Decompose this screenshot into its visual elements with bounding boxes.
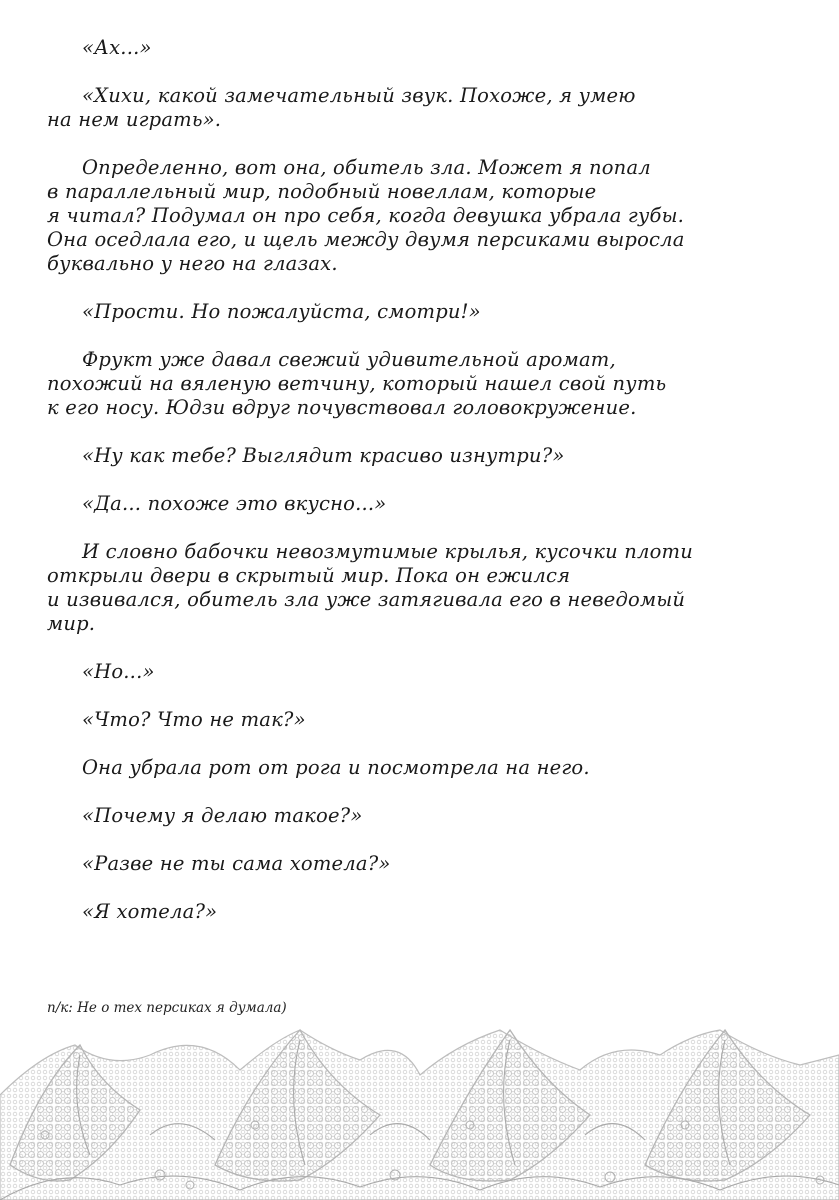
paragraph-line: на нем играть».	[47, 108, 222, 131]
paragraph-7	[47, 492, 807, 516]
paragraph-line: «Разве не ты сама хотела?»	[82, 852, 391, 875]
paragraph-line: Она оседлала его, и щель между двумя персиками выросла	[47, 228, 685, 251]
paragraph-line: я читал? Подумал он про себя, когда девушка убрала губы.	[47, 204, 685, 227]
paragraph-3	[47, 156, 807, 276]
paragraph-line: «Почему я делаю такое?»	[82, 804, 363, 827]
paragraph-13	[47, 852, 807, 876]
paragraph-line: «Хихи, какой замечательный звук. Похоже, я умею	[82, 84, 636, 107]
paragraph-6	[47, 444, 807, 468]
translator-note: п/к: Не о тех персиках я думала)	[47, 1000, 287, 1016]
paragraph-line: мир.	[47, 612, 96, 635]
paragraph-line: «Я хотела?»	[82, 900, 218, 923]
story-text	[47, 36, 807, 948]
paragraph-line: открыли двери в скрытый мир. Пока он ежился	[47, 564, 571, 587]
paragraph-line: И словно бабочки невозмутимые крылья, кусочки плоти	[82, 540, 694, 563]
paragraph-11	[47, 756, 807, 780]
paragraph-line: «Да... похоже это вкусно...»	[82, 492, 387, 515]
paragraph-line: «Что? Что не так?»	[82, 708, 306, 731]
paragraph-8	[47, 540, 807, 636]
paragraph-9	[47, 660, 807, 684]
paragraph-line: Она убрала рот от рога и посмотрела на него.	[82, 756, 590, 779]
paragraph-line: и извивался, обитель зла уже затягивала его в неведомый	[47, 588, 686, 611]
paragraph-12	[47, 804, 807, 828]
paragraph-line: похожий на вяленую ветчину, который нашел свой путь	[47, 372, 667, 395]
paragraph-1	[47, 36, 807, 60]
paragraph-2	[47, 84, 807, 132]
paragraph-line: «Ах...»	[82, 36, 152, 59]
paragraph-line: «Но...»	[82, 660, 155, 683]
paragraph-line: Определенно, вот она, обитель зла. Может я попал	[82, 156, 651, 179]
paragraph-10	[47, 708, 807, 732]
paragraph-14	[47, 900, 807, 924]
paragraph-line: в параллельный мир, подобный новеллам, которые	[47, 180, 597, 203]
paragraph-line: буквально у него на глазах.	[47, 252, 338, 275]
paragraph-line: «Ну как тебе? Выглядит красиво изнутри?»	[82, 444, 565, 467]
paragraph-5	[47, 348, 807, 420]
paragraph-line: «Прости. Но пожалуйста, смотри!»	[82, 300, 481, 323]
lace-border-decoration	[0, 1015, 839, 1200]
paragraph-line: к его носу. Юдзи вдруг почувствовал головокружение.	[47, 396, 637, 419]
paragraph-4	[47, 300, 807, 324]
paragraph-line: Фрукт уже давал свежий удивительной аромат,	[82, 348, 616, 371]
